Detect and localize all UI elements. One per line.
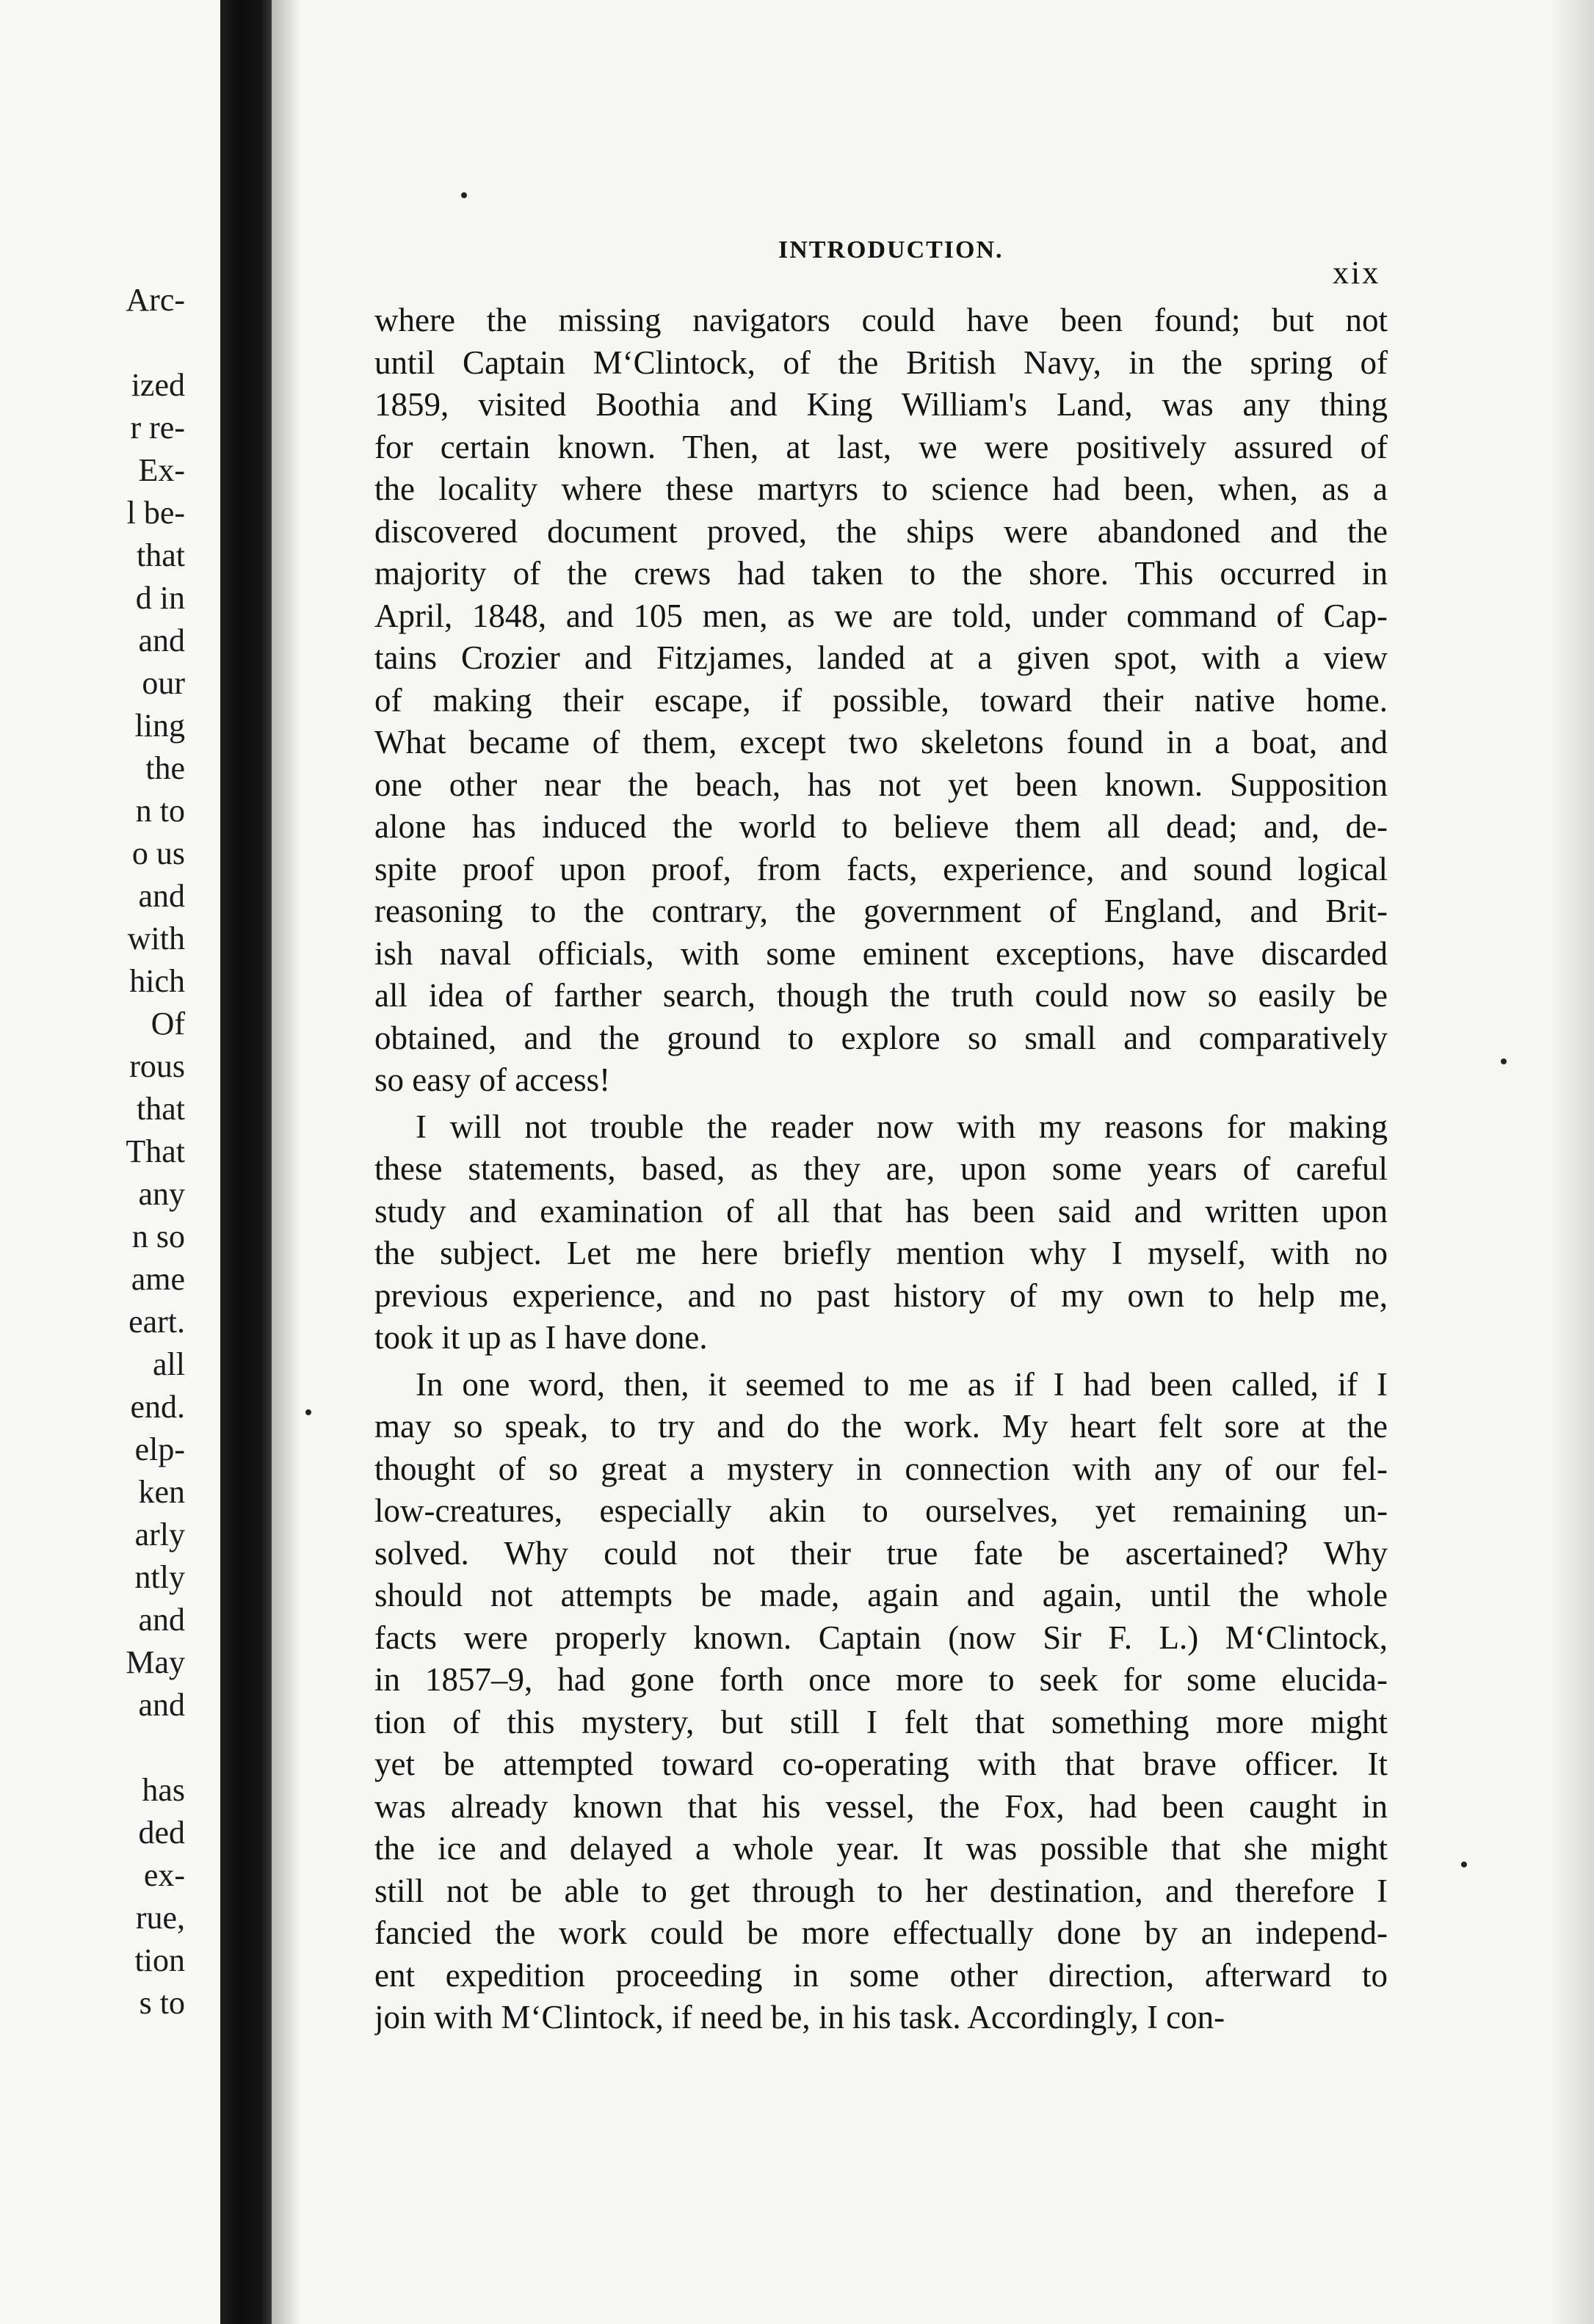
text-line: study and examination of all that has been said and written upon xyxy=(374,1192,1388,1230)
left-page-fragment: our xyxy=(142,665,185,701)
gutter-shadow xyxy=(272,0,301,2324)
text-line: so easy of access! xyxy=(374,1061,611,1098)
text-line: the ice and delayed a whole year. It was possible that she might xyxy=(374,1830,1388,1867)
left-facing-page xyxy=(0,0,220,2324)
page-number: xix xyxy=(1333,255,1381,291)
left-page-fragment: eart. xyxy=(128,1304,185,1340)
left-page-fragment: ized xyxy=(131,367,185,403)
ink-speck xyxy=(305,1409,311,1415)
text-line: majority of the crews had taken to the shore. This occurred in xyxy=(374,555,1388,592)
paragraph xyxy=(374,1364,1388,2039)
text-line: solved. Why could not their true fate be ascertained? Why xyxy=(374,1534,1388,1572)
text-line: for certain known. Then, at last, we were positively assured of xyxy=(374,428,1388,465)
ink-speck xyxy=(1501,1058,1507,1064)
text-line: was already known that his vessel, the Fox, had been caught in xyxy=(374,1787,1388,1825)
text-line: In one word, then, it seemed to me as if I had been called, if I xyxy=(416,1365,1388,1403)
left-page-fragment: elp- xyxy=(134,1431,185,1467)
text-line: tains Crozier and Fitzjames, landed at a given spot, with a view xyxy=(374,639,1388,676)
text-line: facts were properly known. Captain (now Sir F. L.) M‘Clintock, xyxy=(374,1619,1388,1656)
left-page-fragment: and xyxy=(138,1602,185,1638)
left-page-fragment: That xyxy=(126,1133,185,1169)
left-page-fragment: ntly xyxy=(134,1559,185,1595)
text-line: should not attempts be made, again and again, until the whole xyxy=(374,1577,1388,1613)
text-line: ent expedition proceeding in some other direction, afterward to xyxy=(374,1956,1388,1994)
left-page-fragment: with xyxy=(127,920,185,956)
left-page-fragment: May xyxy=(126,1644,185,1680)
text-line: until Captain M‘Clintock, of the British Navy, in the spring of xyxy=(374,344,1388,381)
text-line: alone has induced the world to believe them all dead; and, de- xyxy=(374,808,1388,845)
paragraph xyxy=(374,1106,1388,1359)
left-page-fragment: Arc- xyxy=(126,282,185,318)
paragraph xyxy=(374,299,1388,1102)
left-page-fragment: ex- xyxy=(143,1857,185,1893)
text-line: join with M‘Clintock, if need be, in his task. Accordingly, I con- xyxy=(374,1999,1225,2036)
left-page-fragment: and xyxy=(138,878,185,914)
text-line: thought of so great a mystery in connection with any of our fel- xyxy=(374,1450,1388,1487)
text-line: discovered document proved, the ships were abandoned and the xyxy=(374,512,1388,550)
text-line: fancied the work could be more effectually done by an independ- xyxy=(374,1914,1388,1951)
running-head: INTRODUCTION. xyxy=(778,236,1004,264)
text-line: yet be attempted toward co-operating with that brave officer. It xyxy=(374,1746,1388,1782)
left-page-fragment: n to xyxy=(135,793,185,829)
left-page-fragment: all xyxy=(153,1346,185,1382)
ink-speck xyxy=(1461,1862,1467,1867)
text-line: the subject. Let me here briefly mention why I myself, with no xyxy=(374,1235,1388,1271)
left-page-fragment: any xyxy=(138,1176,185,1212)
text-line: previous experience, and no past history of my own to help me, xyxy=(374,1277,1388,1314)
body-text xyxy=(374,299,1388,2039)
page-edge-shadow xyxy=(1550,0,1594,2324)
left-page-fragment: the xyxy=(145,750,185,786)
left-page-fragment: arly xyxy=(134,1517,185,1553)
left-page-fragment: tion xyxy=(134,1942,185,1978)
left-page-fragment: Of xyxy=(151,1006,185,1042)
text-line: all idea of farther search, though the truth could now so easily be xyxy=(374,977,1388,1014)
text-line: obtained, and the ground to explore so small and comparatively xyxy=(374,1019,1388,1056)
text-line: ish naval officials, with some eminent exceptions, have discarded xyxy=(374,934,1388,972)
left-page-fragment: end. xyxy=(130,1389,185,1425)
left-page-fragment: ken xyxy=(138,1474,185,1510)
text-line: reasoning to the contrary, the government of England, and Brit- xyxy=(374,893,1388,929)
left-page-fragment: and xyxy=(138,622,185,658)
text-line: one other near the beach, has not yet been known. Supposition xyxy=(374,766,1388,803)
book-gutter xyxy=(220,0,272,2324)
left-page-fragment: has xyxy=(142,1772,185,1808)
left-page-fragment: n so xyxy=(131,1219,185,1254)
left-page-fragment: rous xyxy=(129,1048,185,1084)
left-page-fragment: hich xyxy=(129,963,185,999)
text-line: I will not trouble the reader now with my reasons for making xyxy=(416,1108,1388,1145)
left-page-fragment: Ex- xyxy=(138,452,185,488)
text-line: tion of this mystery, but still I felt that something more might xyxy=(374,1703,1388,1740)
text-line: 1859, visited Boothia and King William's Land, was any thing xyxy=(374,386,1388,423)
left-page-fragment: r re- xyxy=(130,410,185,446)
text-line: these statements, based, as they are, upon some years of careful xyxy=(374,1150,1388,1187)
text-line: took it up as I have done. xyxy=(374,1319,708,1356)
text-line: What became of them, except two skeletons found in a boat, and xyxy=(374,724,1388,760)
left-page-fragment: s to xyxy=(139,1985,185,2021)
left-page-fragment: and xyxy=(138,1687,185,1723)
left-page-fragment: ling xyxy=(134,708,185,744)
text-line: low-creatures, especially akin to ourselves, yet remaining un- xyxy=(374,1492,1388,1529)
left-page-fragment: that xyxy=(137,537,185,573)
text-line: the locality where these martyrs to science had been, when, as a xyxy=(374,471,1388,507)
text-line: still not be able to get through to her destination, and therefore I xyxy=(374,1872,1388,1909)
left-page-fragment: ded xyxy=(138,1815,185,1851)
left-page-fragment: o us xyxy=(131,835,185,871)
left-page-fragment: that xyxy=(137,1091,185,1127)
text-line: in 1857–9, had gone forth once more to seek for some elucida- xyxy=(374,1661,1388,1698)
ink-speck xyxy=(461,192,467,198)
text-line: April, 1848, and 105 men, as we are told, under command of Cap- xyxy=(374,597,1388,634)
left-page-fragment: ame xyxy=(131,1261,185,1297)
text-line: where the missing navigators could have been found; but not xyxy=(374,302,1388,338)
text-line: of making their escape, if possible, toward their native home. xyxy=(374,681,1388,719)
left-page-fragment: rue, xyxy=(135,1900,185,1936)
left-page-fragment: l be- xyxy=(126,495,185,531)
left-page-fragment: d in xyxy=(135,580,185,616)
text-line: may so speak, to try and do the work. My heart felt sore at the xyxy=(374,1408,1388,1445)
text-line: spite proof upon proof, from facts, experience, and sound logical xyxy=(374,850,1388,887)
left-page-text-fragments xyxy=(0,279,220,2025)
